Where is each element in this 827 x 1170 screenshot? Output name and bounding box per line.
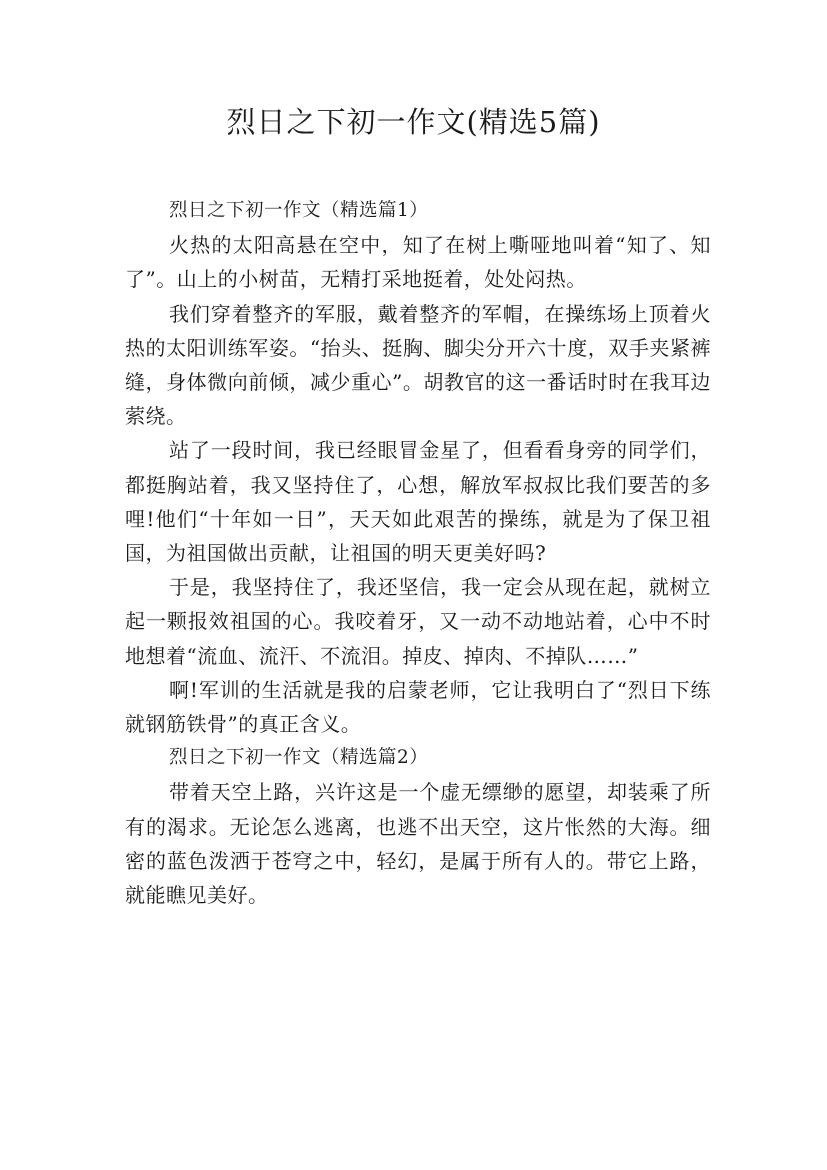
paragraph: 啊!军训的生活就是我的启蒙老师，它让我明白了“烈日下练就钢筋铁骨”的真正含义。 <box>125 677 711 737</box>
document-body <box>125 194 711 912</box>
section-heading: 烈日之下初一作文（精选篇2） <box>169 747 429 769</box>
paragraph: 我们穿着整齐的军服，戴着整齐的军帽，在操练场上顶着火热的太阳训练军姿。“抬头、挺胸、脚尖分开六十度，双手夹紧裤缝，身体微向前倾，减少重心”。胡教官的这一番话时时在我耳边萦绕。 <box>125 301 711 429</box>
paragraph: 带着天空上路，兴许这是一个虚无缥缈的愿望，却装乘了所有的渴求。无论怎么逃离，也逃不出天空，这片怅然的大海。细密的蓝色泼洒于苍穹之中，轻幻，是属于所有人的。带它上路，就能瞧见美好。 <box>125 780 711 908</box>
document-title: 烈日之下初一作文(精选5篇) <box>226 105 601 139</box>
paragraph: 火热的太阳高悬在空中，知了在树上嘶哑地叫着“知了、知了”。山上的小树苗，无精打采地挺着，处处闷热。 <box>125 233 711 292</box>
paragraph: 站了一段时间，我已经眼冒金星了，但看看身旁的同学们，都挺胸站着，我又坚持住了，心想，解放军叔叔比我们要苦的多哩!他们“十年如一日”，天天如此艰苦的操练，就是为了保卫祖国，为祖国做出贡献，让祖国的明天更美好吗? <box>125 438 711 566</box>
paragraph: 于是，我坚持住了，我还坚信，我一定会从现在起，就树立起一颗报效祖国的心。我咬着牙，又一动不动地站着，心中不时地想着“流血、流汗、不流泪。掉皮、掉肉、不掉队……” <box>125 575 711 668</box>
section-heading: 烈日之下初一作文（精选篇1） <box>169 200 429 221</box>
